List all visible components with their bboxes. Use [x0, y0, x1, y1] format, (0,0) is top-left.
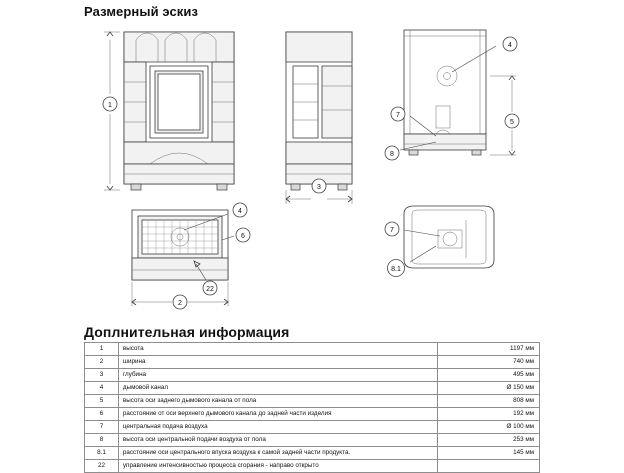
table-row — [85, 369, 540, 382]
row-value: Ø 100 мм — [438, 421, 540, 434]
callout-8-rear: 8 — [390, 151, 394, 158]
callout-7-rear: 7 — [396, 112, 400, 119]
side-view-drawing — [286, 32, 352, 204]
row-value: 145 мм — [438, 447, 540, 460]
table-row — [85, 434, 540, 447]
row-label: управление интенсивностью процесса сгорания - направо открыто — [118, 460, 437, 473]
row-number: 4 — [85, 382, 119, 395]
table-row — [85, 343, 540, 356]
front-view-drawing — [103, 32, 234, 190]
top-view-drawing — [132, 203, 250, 309]
row-value: 808 мм — [438, 395, 540, 408]
callout-7-bottom: 7 — [390, 227, 394, 234]
page-title-sketch: Размерный эскиз — [84, 4, 199, 19]
rear-view-drawing — [385, 30, 519, 160]
specs-table-body — [85, 343, 540, 473]
callout-5-rear: 5 — [510, 119, 514, 126]
row-number: 3 — [85, 369, 119, 382]
row-number: 1 — [85, 343, 119, 356]
row-label: расстояние оси центрального впуска воздуха к самой задней части продукта. — [118, 447, 437, 460]
callout-3: 3 — [317, 184, 321, 191]
row-value: 253 мм — [438, 434, 540, 447]
table-row — [85, 408, 540, 421]
callout-4-top: 4 — [238, 208, 242, 215]
row-number: 22 — [85, 460, 119, 473]
row-label: ширина — [118, 356, 437, 369]
bottom-view-drawing — [385, 206, 494, 277]
row-label: высота — [118, 343, 437, 356]
row-label: глубина — [118, 369, 437, 382]
table-row — [85, 460, 540, 473]
callout-2-top: 2 — [178, 300, 182, 307]
row-number: 7 — [85, 421, 119, 434]
row-label: дымовой канал — [118, 382, 437, 395]
row-number: 2 — [85, 356, 119, 369]
page-title-info: Доплнительная информация — [84, 324, 290, 340]
callout-8-1-bottom: 8.1 — [391, 266, 401, 273]
row-number: 5 — [85, 395, 119, 408]
row-value: 740 мм — [438, 356, 540, 369]
table-row — [85, 395, 540, 408]
row-value — [438, 460, 540, 473]
table-row — [85, 421, 540, 434]
technical-drawings — [0, 14, 624, 319]
specs-table — [84, 342, 540, 473]
table-row — [85, 356, 540, 369]
row-label: центральная подача воздуха — [118, 421, 437, 434]
table-row — [85, 382, 540, 395]
row-value: 495 мм — [438, 369, 540, 382]
callout-6-top: 6 — [241, 233, 245, 240]
row-value: 192 мм — [438, 408, 540, 421]
row-label: высота оси центральной подачи воздуха от пола — [118, 434, 437, 447]
row-value: Ø 150 мм — [438, 382, 540, 395]
callout-1: 1 — [108, 102, 112, 109]
callout-22-top: 22 — [206, 286, 214, 293]
table-row — [85, 447, 540, 460]
row-number: 8 — [85, 434, 119, 447]
row-label: расстояние от оси верхнего дымового канала до задней части изделия — [118, 408, 437, 421]
row-number: 8.1 — [85, 447, 119, 460]
row-number: 6 — [85, 408, 119, 421]
row-label: высота оси заднего дымового канала от пола — [118, 395, 437, 408]
row-value: 1197 мм — [438, 343, 540, 356]
callout-4-rear: 4 — [508, 42, 512, 49]
